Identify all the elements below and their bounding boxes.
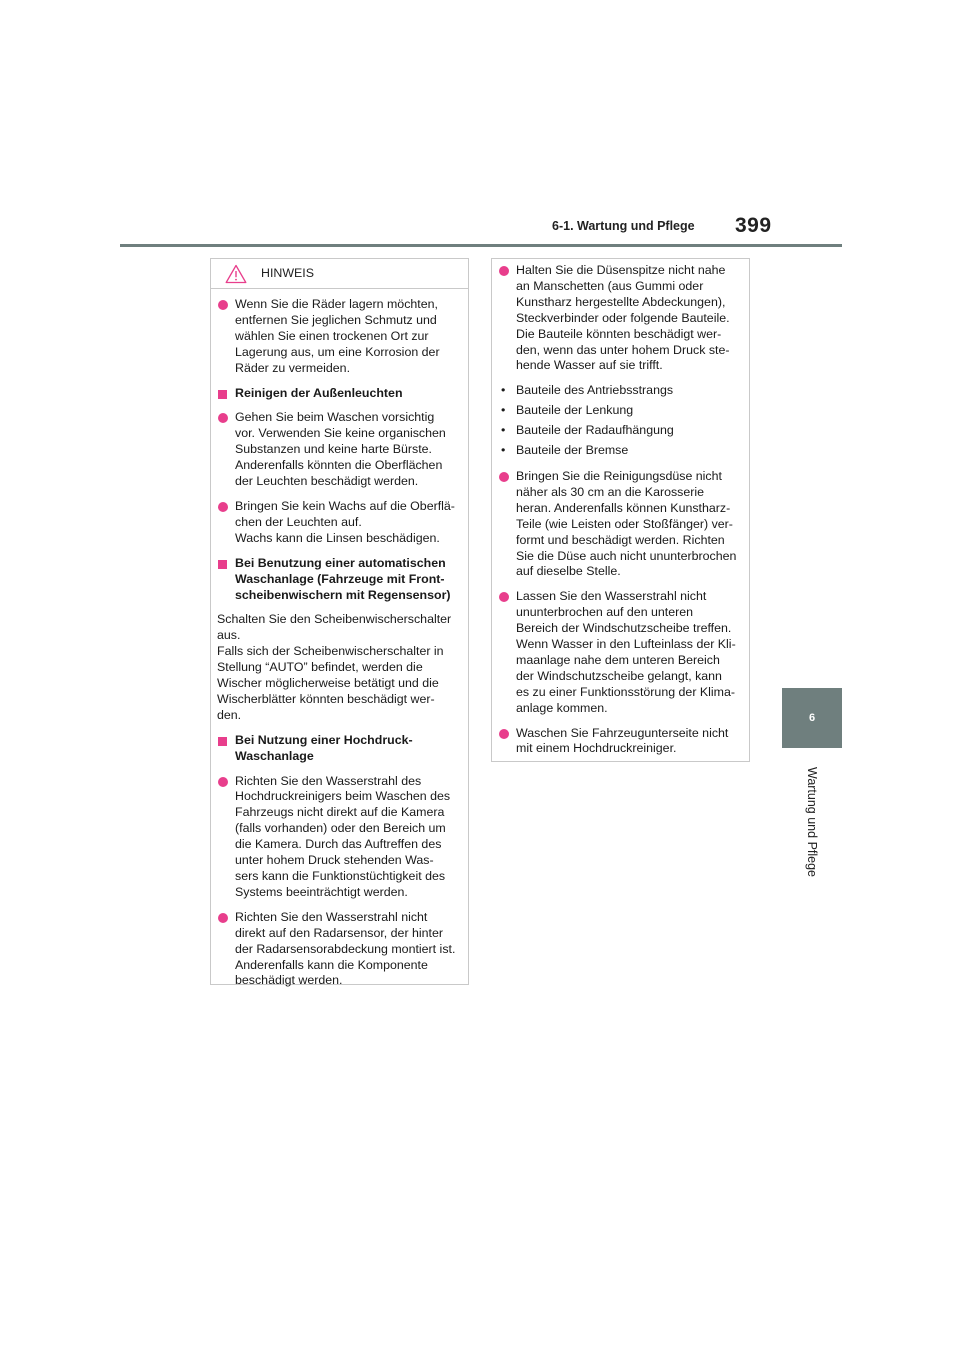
text-line: wählen Sie einen trockenen Ort zur (235, 328, 429, 343)
text-line: heran. Anderenfalls können Kunstharz- (516, 500, 731, 515)
text-line: entfernen Sie jeglichen Schmutz und (235, 312, 437, 327)
notice-box-right (491, 258, 750, 762)
text-line: Teile (wie Leisten oder Stoßfänger) ver- (516, 516, 733, 531)
text-line: beschädigt werden. (235, 973, 343, 988)
bullet-dot-icon (218, 913, 228, 923)
bullet-square-icon (218, 390, 227, 399)
subheading-automatic-carwash (217, 556, 462, 604)
bullet-square-icon (218, 560, 227, 569)
text-line: Substanzen und keine harte Bürste. (235, 442, 433, 457)
text-line: scheibenwischern mit Regensensor) (235, 587, 451, 602)
text-line: direkt auf den Radarsensor, der hinter (235, 925, 444, 940)
text-line: Anderenfalls könnten die Oberflächen (235, 458, 443, 473)
text-line: der Radarsensorabdeckung montiert ist. (235, 941, 456, 956)
text-line: Wischer möglicherweise betätigt und die (217, 676, 439, 691)
section-title: 6-1. Wartung und Pflege (552, 219, 695, 233)
text-line: Falls sich der Scheibenwischerschalter in (217, 644, 444, 659)
bullet-square-icon (218, 737, 227, 746)
text-line: (falls vorhanden) oder den Bereich um (235, 821, 446, 836)
text-line: Hochdruckreinigers beim Waschen des (235, 789, 451, 804)
text-line: der Windschutzscheibe gelangt, kann (516, 668, 722, 683)
notice-item-no-wax (217, 499, 462, 547)
bullet-marker: • (501, 423, 506, 438)
bullet-marker: • (501, 403, 506, 418)
list-item-text: Bauteile des Antriebsstrangs (516, 383, 674, 398)
text-line: Waschanlage (Fahrzeuge mit Front- (235, 571, 445, 586)
list-item-text: Bauteile der Lenkung (516, 403, 634, 418)
text-line: Lagerung aus, um eine Korrosion der (235, 344, 440, 359)
text-line: Sie die Düse auch nicht ununterbrochen (516, 548, 737, 563)
text-line: Waschanlage (235, 748, 314, 763)
bullet-dot-icon (499, 729, 509, 739)
bullet-dot-icon (218, 413, 228, 423)
text-line: Wischerblätter könnten beschädigt wer- (217, 691, 435, 706)
text-line: Waschen Sie Fahrzeugunterseite nicht (516, 725, 729, 740)
notice-item-camera (217, 774, 462, 901)
list-item (498, 403, 743, 419)
text-line: den. (217, 707, 242, 722)
text-line: Wachs kann die Linsen beschädigen. (235, 530, 440, 545)
text-line: Lassen Sie den Wasserstrahl nicht (516, 589, 707, 604)
text-line: Anderenfalls kann die Komponente (235, 957, 428, 972)
bullet-dot-icon (218, 502, 228, 512)
list-item-text: Bauteile der Radaufhängung (516, 423, 674, 438)
subheading-pressure-washer (217, 733, 462, 765)
text-line: mit einem Hochdruckreiniger. (516, 741, 677, 756)
bullet-marker: • (501, 383, 506, 398)
bullet-dot-icon (218, 777, 228, 787)
notice-item-wheel-storage (217, 297, 462, 377)
notice-item-underbody (498, 726, 743, 758)
list-item (498, 443, 743, 459)
chapter-tab: 6 (782, 688, 842, 748)
text-line: Die Bauteile könnten beschädigt wer- (516, 326, 722, 341)
text-line: Reinigen der Außenleuchten (235, 385, 403, 400)
subheading-exterior-lights (217, 386, 462, 402)
text-line: den, wenn das unter hohem Druck ste- (516, 342, 730, 357)
bullet-dot-icon (499, 472, 509, 482)
list-item (498, 423, 743, 439)
text-line: Bringen Sie die Reinigungsdüse nicht (516, 468, 722, 483)
text-line: Bereich der Windschutzscheibe treffen. (516, 621, 732, 636)
notice-item-nozzle-tip (498, 263, 743, 374)
text-line: auf dieselbe Stelle. (516, 564, 621, 579)
notice-item-radar-sensor (217, 910, 462, 990)
text-line: Systems beeinträchtigt werden. (235, 884, 408, 899)
notice-label: HINWEIS (261, 265, 315, 280)
notice-item-windshield (498, 589, 743, 716)
bullet-dot-icon (499, 592, 509, 602)
text-line: Stellung “AUTO” befindet, werden die (217, 660, 423, 675)
notice-item-nozzle-distance (498, 469, 743, 580)
text-line: ununterbrochen auf den unteren (516, 605, 694, 620)
text-line: Bei Benutzung einer automatischen (235, 555, 446, 570)
text-line: Bei Nutzung einer Hochdruck- (235, 732, 413, 747)
paragraph-wiper-switch (217, 612, 462, 723)
text-line: Schalten Sie den Scheibenwischerschalter (217, 612, 452, 627)
notice-box-left (210, 258, 469, 988)
warning-triangle-icon (225, 264, 247, 284)
bullet-marker: • (501, 443, 506, 458)
text-line: es zu einer Funktionsstörung der Klima- (516, 684, 736, 699)
text-line: aus. (217, 628, 241, 643)
bullet-dot-icon (499, 266, 509, 276)
page-number: 399 (735, 214, 772, 237)
text-line: Räder zu vermeiden. (235, 360, 351, 375)
text-line: formt und beschädigt werden. Richten (516, 532, 725, 547)
list-item-text: Bauteile der Bremse (516, 443, 629, 458)
text-line: chen der Leuchten auf. (235, 514, 362, 529)
text-line: maanlage nahe dem unteren Bereich (516, 652, 720, 667)
chapter-label: Wartung und Pflege (805, 766, 819, 878)
text-line: der Leuchten beschädigt werden. (235, 474, 419, 489)
bullet-dot-icon (218, 300, 228, 310)
text-line: hende Wasser auf sie trifft. (516, 358, 663, 373)
text-line: Steckverbinder oder folgende Bauteile. (516, 310, 730, 325)
text-line: Kunstharz hergestellte Abdeckungen), (516, 294, 726, 309)
text-line: an Manschetten (aus Gummi oder (516, 278, 704, 293)
list-item (498, 383, 743, 399)
text-line: näher als 30 cm an die Karosserie (516, 484, 705, 499)
text-line: Bringen Sie kein Wachs auf die Oberflä- (235, 498, 455, 513)
text-line: Fahrzeugs nicht direkt auf die Kamera (235, 805, 445, 820)
text-line: Wenn Sie die Räder lagern möchten, (235, 297, 438, 311)
text-line: Wenn Wasser in den Lufteinlass der Kli- (516, 637, 736, 652)
text-line: anlage kommen. (516, 700, 608, 715)
notice-header (211, 259, 468, 289)
text-line: unter hohem Druck stehenden Was- (235, 853, 434, 868)
text-line: Gehen Sie beim Waschen vorsichtig (235, 410, 435, 425)
text-line: vor. Verwenden Sie keine organischen (235, 426, 446, 441)
text-line: Halten Sie die Düsenspitze nicht nahe (516, 263, 726, 277)
header-divider (120, 244, 842, 247)
text-line: die Kamera. Durch das Auftreffen des (235, 837, 442, 852)
text-line: Richten Sie den Wasserstrahl des (235, 773, 422, 788)
text-line: Richten Sie den Wasserstrahl nicht (235, 909, 428, 924)
text-line: sers kann die Funktionstüchtigkeit des (235, 869, 446, 883)
notice-item-light-washing (217, 410, 462, 490)
